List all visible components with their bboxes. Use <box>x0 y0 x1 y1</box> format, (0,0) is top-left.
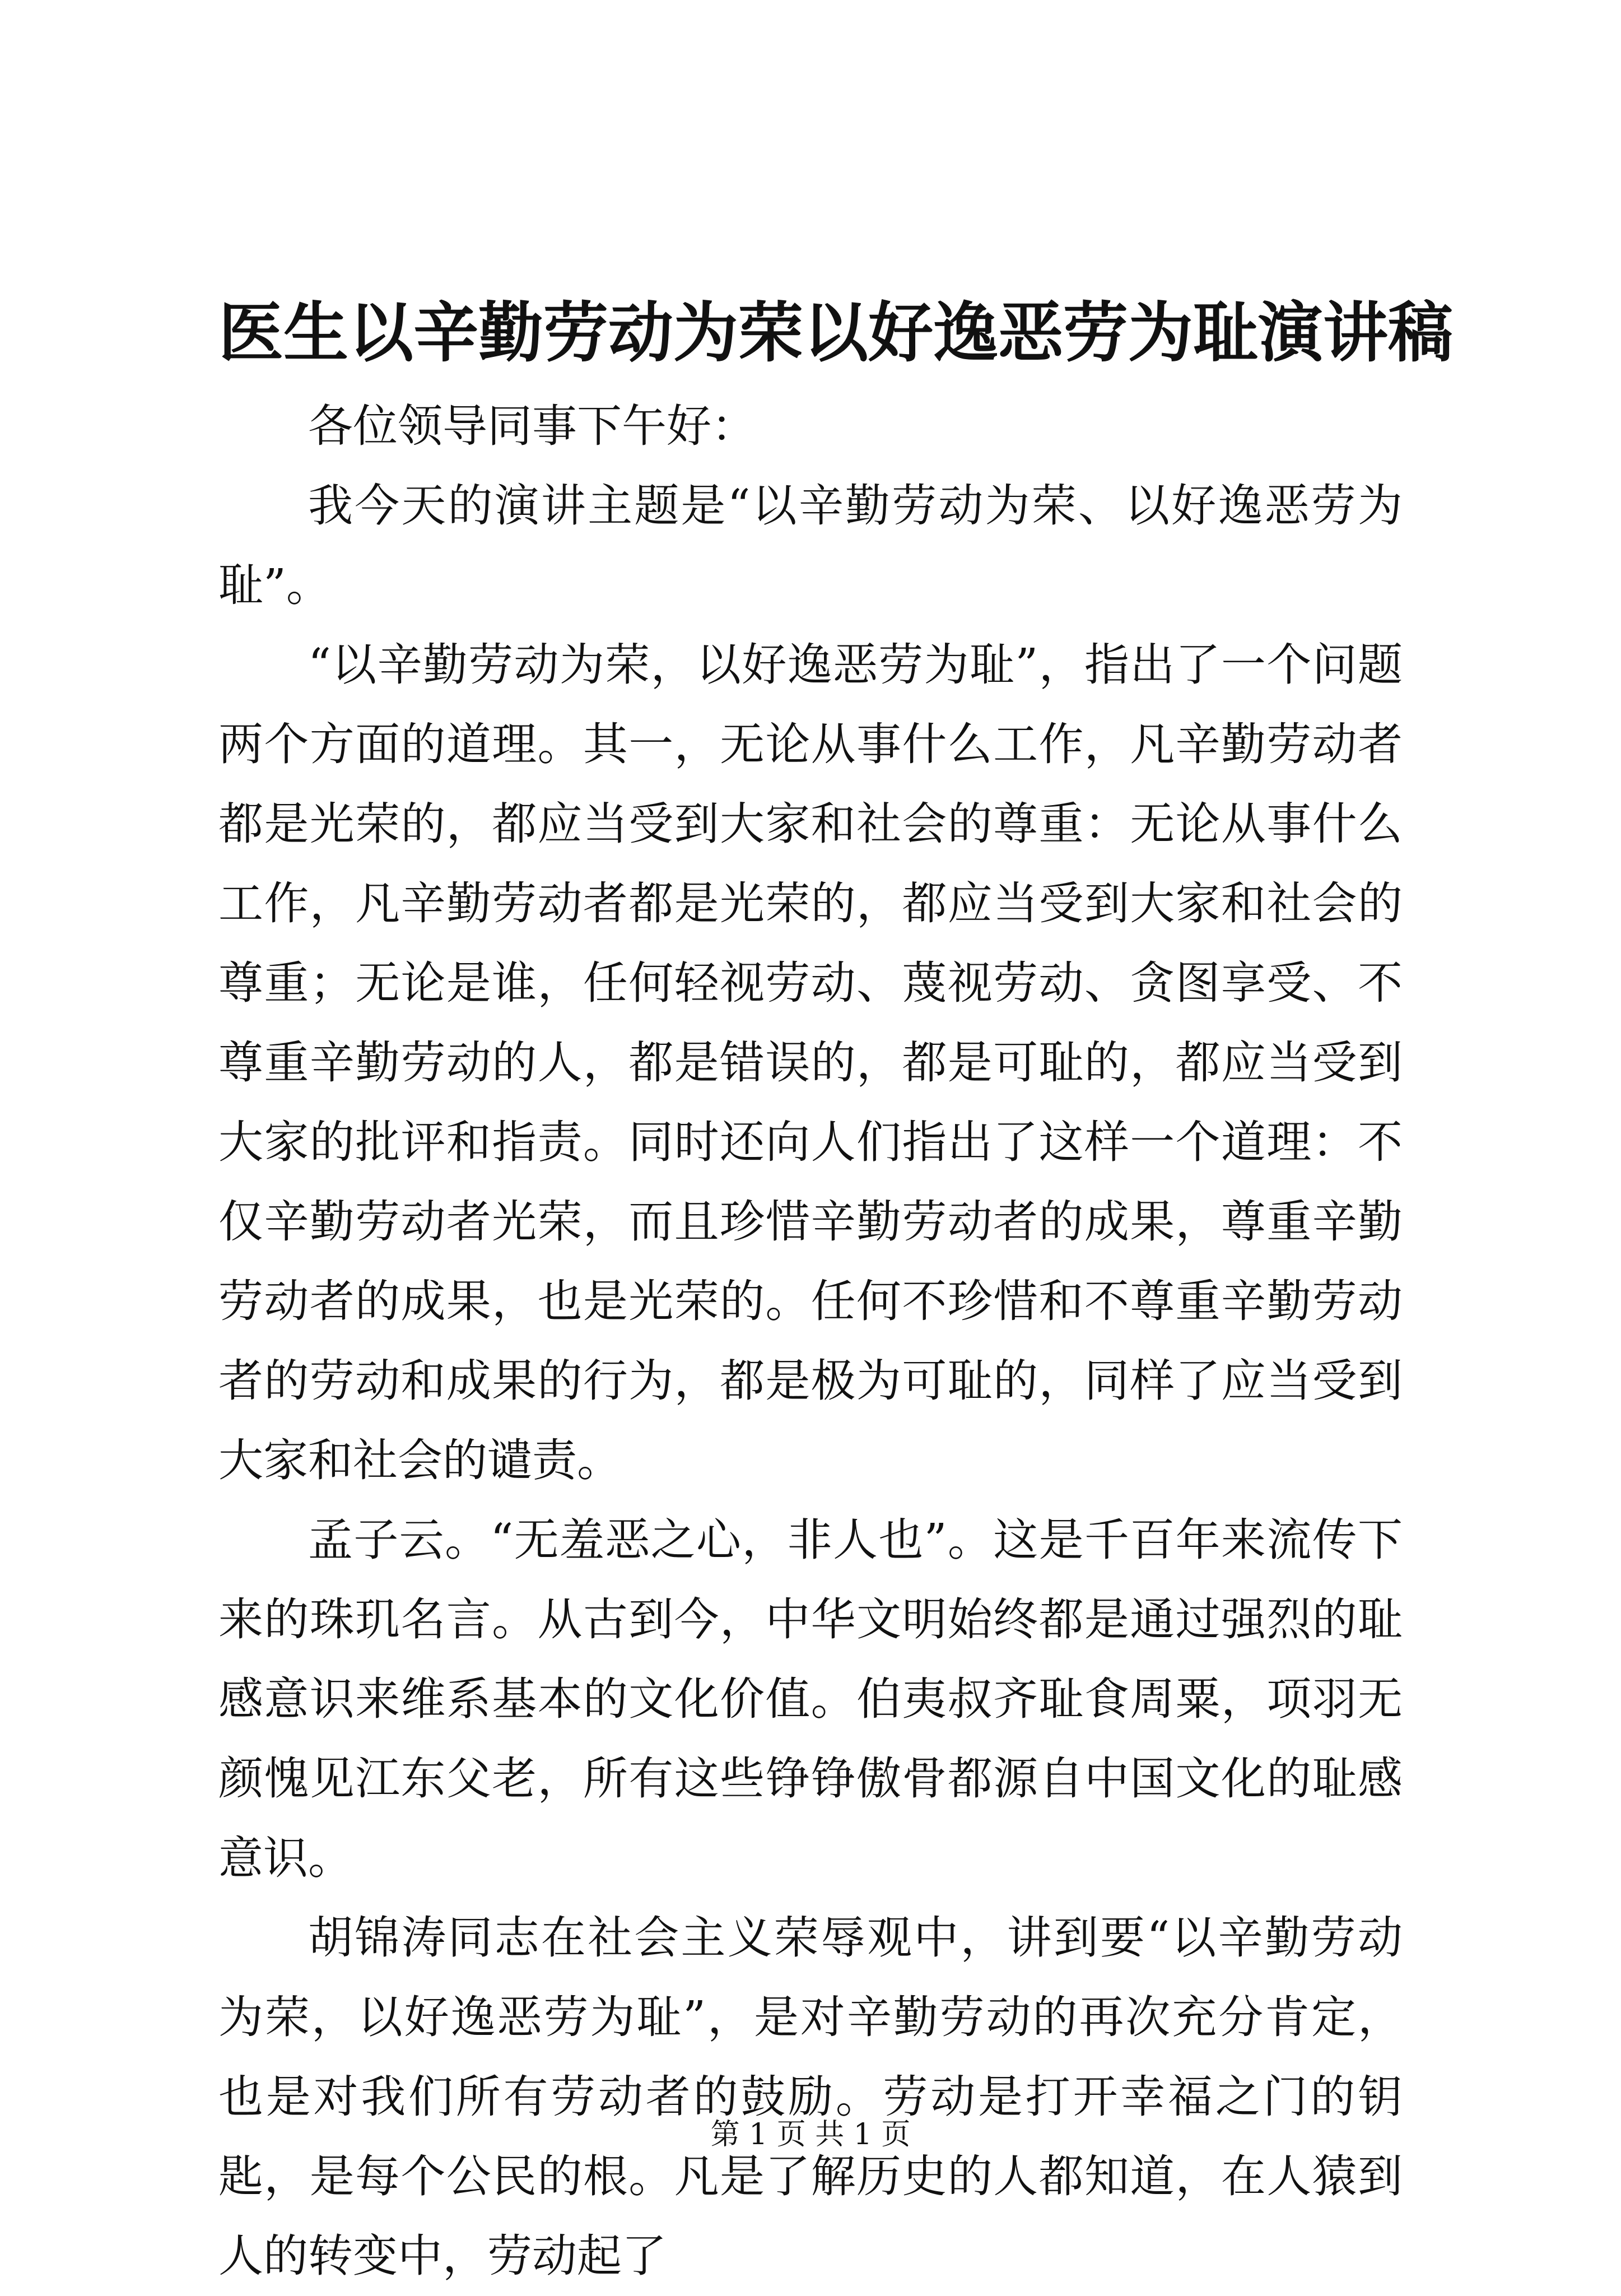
paragraph-mencius: 孟子云。“无羞恶之心，非人也”。这是千百年来流传下来的珠玑名言。从古到今，中华文明始终都是通过强烈的耻感意识来维系基本的文化价值。伯夷叔齐耻食周粟，项羽无颜愧见江东父老，所有这些铮铮傲骨都源自中国文化的耻感意识。 <box>218 1514 1403 1884</box>
document-title: 医生以辛勤劳动为荣以好逸恶劳为耻演讲稿 <box>218 295 1453 371</box>
paragraph-greeting: 各位领导同事下午好： <box>308 400 756 452</box>
page-footer: 第 1 页 共 1 页 <box>710 2118 911 2151</box>
paragraph-topic: 我今天的演讲主题是“以辛勤劳动为荣、以好逸恶劳为耻”。 <box>218 480 1403 611</box>
document-body <box>218 387 1403 2296</box>
paragraph-honor-labor: “以辛勤劳动为荣，以好逸恶劳为耻”，指出了一个问题两个方面的道理。其一，无论从事什么工作，凡辛勤劳动者都是光荣的，都应当受到大家和社会的尊重：无论从事什么工作，凡辛勤劳动者都是光荣的，都应当受到大家和社会的尊重；无论是谁，任何轻视劳动、蔑视劳动、贪图享受、不尊重辛勤劳动的人，都是错误的，都是可耻的，都应当受到大家的批评和指责。同时还向人们指出了这样一个道理：不仅辛勤劳动者光荣，而且珍惜辛勤劳动者的成果，尊重辛勤劳动者的成果，也是光荣的。任何不珍惜和不尊重辛勤劳动者的劳动和成果的行为，都是极为可耻的，同样了应当受到大家和社会的谴责。 <box>218 639 1403 1486</box>
paragraph-hu-jintao: 胡锦涛同志在社会主义荣辱观中，讲到要“以辛勤劳动为荣，以好逸恶劳为耻”，是对辛勤劳动的再次充分肯定，也是对我们所有劳动者的鼓励。劳动是打开幸福之门的钥匙，是每个公民的根。凡是了解历史的人都知道，在人猿到人的转变中，劳动起了 <box>218 1912 1403 2282</box>
